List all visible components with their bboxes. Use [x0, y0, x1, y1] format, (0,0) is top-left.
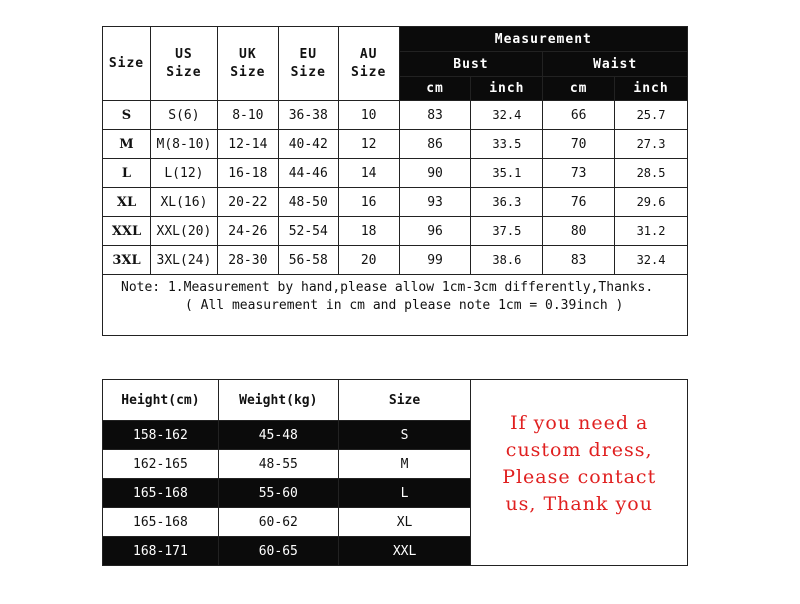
cell-bust-cm: 96: [399, 217, 471, 246]
cell-eu: 36-38: [278, 101, 338, 130]
header-uk-size: UK Size: [217, 27, 278, 101]
cell-weight: 48-55: [218, 450, 338, 479]
cell-size: M: [338, 450, 471, 479]
cell-au: 14: [338, 159, 399, 188]
cell-us: M(8-10): [150, 130, 217, 159]
cell-us: XL(16): [150, 188, 217, 217]
message-line: custom dress,: [505, 438, 653, 461]
cell-eu: 48-50: [278, 188, 338, 217]
header-au-size: AU Size: [338, 27, 399, 101]
custom-dress-message: [471, 380, 688, 566]
cell-waist-inch: 32.4: [615, 246, 688, 275]
size-row: [103, 188, 688, 217]
cell-eu: 52-54: [278, 217, 338, 246]
cell-size: S: [338, 421, 471, 450]
header-bust: Bust: [399, 52, 543, 77]
header-us-size: US Size: [150, 27, 217, 101]
cell-uk: 24-26: [217, 217, 278, 246]
cell-au: 20: [338, 246, 399, 275]
cell-waist-cm: 83: [543, 246, 615, 275]
header-measurement: Measurement: [399, 27, 687, 52]
cell-eu: 56-58: [278, 246, 338, 275]
cell-waist-cm: 66: [543, 101, 615, 130]
note-line-1: Note: 1.Measurement by hand,please allow 1cm-3cm differently,Thanks.: [121, 280, 654, 295]
cell-waist-cm: 73: [543, 159, 615, 188]
cell-waist-inch: 31.2: [615, 217, 688, 246]
cell-uk: 8-10: [217, 101, 278, 130]
note-line-2: ( All measurement in cm and please note 1cm = 0.39inch ): [185, 298, 624, 313]
cell-bust-inch: 32.4: [471, 101, 543, 130]
cell-bust-cm: 90: [399, 159, 471, 188]
cell-weight: 60-65: [218, 537, 338, 566]
measurement-note: [103, 275, 688, 336]
cell-size: XXL: [338, 537, 471, 566]
size-row: [103, 217, 688, 246]
cell-waist-cm: 80: [543, 217, 615, 246]
cell-us: XXL(20): [150, 217, 217, 246]
message-line: Please contact: [502, 465, 657, 488]
header-waist: Waist: [543, 52, 688, 77]
cell-uk: 28-30: [217, 246, 278, 275]
cell-height: 162-165: [103, 450, 219, 479]
cell-waist-cm: 76: [543, 188, 615, 217]
cell-waist-inch: 27.3: [615, 130, 688, 159]
cell-au: 16: [338, 188, 399, 217]
cell-bust-cm: 93: [399, 188, 471, 217]
header-weight: Weight(kg): [218, 380, 338, 421]
cell-us: L(12): [150, 159, 217, 188]
header-size: Size: [338, 380, 471, 421]
header-height: Height(cm): [103, 380, 219, 421]
header-eu-size: EU Size: [278, 27, 338, 101]
cell-bust-inch: 36.3: [471, 188, 543, 217]
cell-size: M: [103, 130, 151, 159]
cell-bust-inch: 35.1: [471, 159, 543, 188]
cell-height: 165-168: [103, 508, 219, 537]
cell-waist-inch: 28.5: [615, 159, 688, 188]
cell-waist-cm: 70: [543, 130, 615, 159]
header-bust-inch: inch: [471, 77, 543, 101]
header-waist-inch: inch: [615, 77, 688, 101]
size-row: [103, 246, 688, 275]
cell-size: XXL: [103, 217, 151, 246]
cell-us: 3XL(24): [150, 246, 217, 275]
cell-bust-cm: 83: [399, 101, 471, 130]
height-weight-table: [102, 379, 688, 566]
cell-height: 158-162: [103, 421, 219, 450]
cell-waist-inch: 25.7: [615, 101, 688, 130]
message-line: us, Thank you: [505, 492, 653, 515]
cell-bust-inch: 37.5: [471, 217, 543, 246]
cell-bust-cm: 86: [399, 130, 471, 159]
size-row: [103, 101, 688, 130]
cell-uk: 16-18: [217, 159, 278, 188]
cell-bust-cm: 99: [399, 246, 471, 275]
size-row: [103, 130, 688, 159]
message-line: If you need a: [510, 411, 649, 434]
cell-size: XL: [338, 508, 471, 537]
cell-eu: 44-46: [278, 159, 338, 188]
cell-au: 10: [338, 101, 399, 130]
header-bust-cm: cm: [399, 77, 471, 101]
size-row: [103, 159, 688, 188]
cell-weight: 45-48: [218, 421, 338, 450]
header-size: Size: [103, 27, 151, 101]
cell-us: S(6): [150, 101, 217, 130]
cell-eu: 40-42: [278, 130, 338, 159]
cell-size: 3XL: [103, 246, 151, 275]
size-chart-table: [102, 26, 688, 336]
cell-weight: 55-60: [218, 479, 338, 508]
cell-bust-inch: 33.5: [471, 130, 543, 159]
cell-au: 18: [338, 217, 399, 246]
header-waist-cm: cm: [543, 77, 615, 101]
cell-waist-inch: 29.6: [615, 188, 688, 217]
cell-uk: 20-22: [217, 188, 278, 217]
cell-size: L: [103, 159, 151, 188]
cell-height: 168-171: [103, 537, 219, 566]
cell-height: 165-168: [103, 479, 219, 508]
cell-bust-inch: 38.6: [471, 246, 543, 275]
cell-weight: 60-62: [218, 508, 338, 537]
cell-uk: 12-14: [217, 130, 278, 159]
cell-size: L: [338, 479, 471, 508]
cell-au: 12: [338, 130, 399, 159]
cell-size: XL: [103, 188, 151, 217]
cell-size: S: [103, 101, 151, 130]
